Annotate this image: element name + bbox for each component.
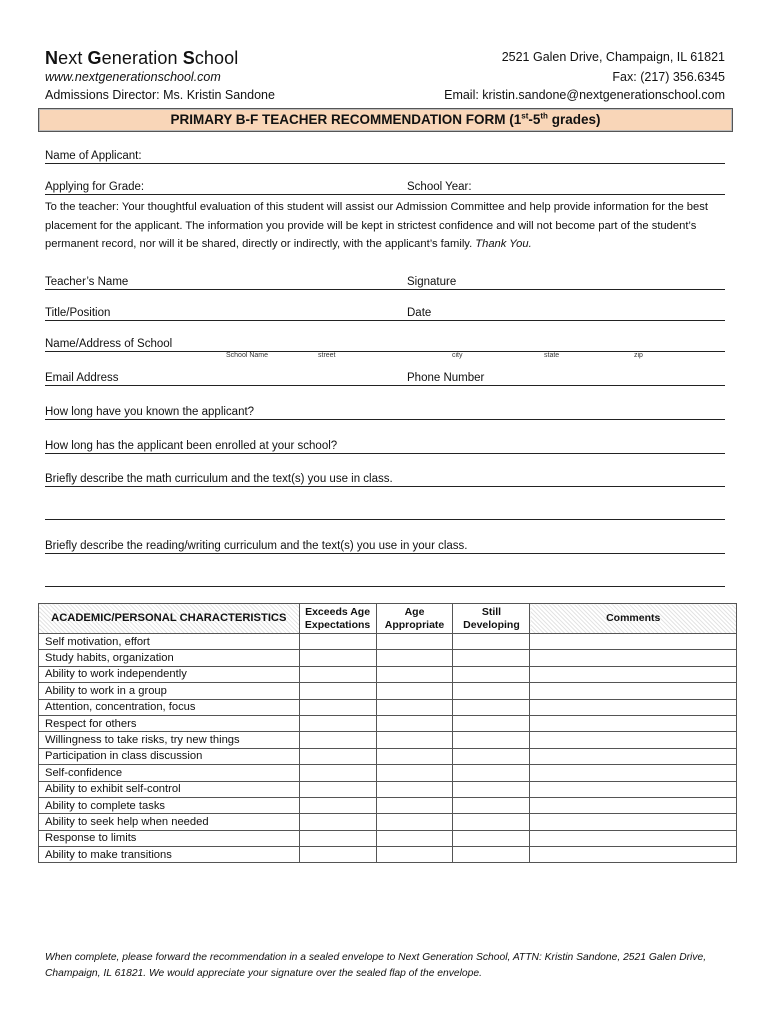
- appropriate-cell[interactable]: [376, 797, 453, 813]
- appropriate-cell[interactable]: [376, 666, 453, 682]
- characteristic-label: Self motivation, effort: [39, 634, 300, 650]
- phone-number-label: Phone Number: [407, 372, 485, 384]
- characteristic-label: Ability to work independently: [39, 666, 300, 682]
- table-row: [39, 781, 737, 797]
- appropriate-cell[interactable]: [376, 748, 453, 764]
- math-curriculum-label: Briefly describe the math curriculum and the text(s) you use in class.: [45, 473, 393, 485]
- comments-cell[interactable]: [530, 765, 737, 781]
- comments-cell[interactable]: [530, 814, 737, 830]
- known-applicant-label: How long have you known the applicant?: [45, 406, 255, 418]
- reading-curriculum-label: Briefly describe the reading/writing curriculum and the text(s) you use in your class.: [45, 540, 468, 552]
- characteristic-label: Study habits, organization: [39, 650, 300, 666]
- admissions-director: Admissions Director: Ms. Kristin Sandone: [45, 88, 275, 102]
- school-address-sublabels: [0, 352, 770, 362]
- characteristics-table: [38, 603, 737, 863]
- exceeds-cell[interactable]: [299, 847, 376, 863]
- applicant-name-label: Name of Applicant:: [45, 150, 142, 162]
- title-position-field[interactable]: [45, 307, 407, 321]
- enrolled-duration-field[interactable]: [45, 440, 725, 454]
- applying-grade-field[interactable]: [45, 181, 407, 195]
- exceeds-cell[interactable]: [299, 748, 376, 764]
- developing-cell[interactable]: [453, 765, 530, 781]
- reading-curriculum-field[interactable]: [45, 540, 725, 554]
- table-row: [39, 797, 737, 813]
- comments-cell[interactable]: [530, 634, 737, 650]
- developing-cell[interactable]: [453, 666, 530, 682]
- appropriate-cell[interactable]: [376, 634, 453, 650]
- appropriate-cell[interactable]: [376, 847, 453, 863]
- developing-cell[interactable]: [453, 748, 530, 764]
- table-row: [39, 830, 737, 846]
- math-curriculum-line-2[interactable]: [45, 506, 725, 520]
- comments-cell[interactable]: [530, 699, 737, 715]
- sublabel-city: city: [452, 352, 463, 359]
- exceeds-cell[interactable]: [299, 683, 376, 699]
- header-exceeds-age: Exceeds Age Expectations: [299, 604, 376, 634]
- characteristic-label: Ability to seek help when needed: [39, 814, 300, 830]
- title-position-label: Title/Position: [45, 307, 111, 319]
- header-still-developing: Still Developing: [453, 604, 530, 634]
- thank-you-text: Thank You.: [475, 238, 532, 250]
- comments-cell[interactable]: [530, 732, 737, 748]
- school-fax: Fax: (217) 356.6345: [612, 70, 725, 84]
- signature-field[interactable]: [407, 276, 725, 290]
- appropriate-cell[interactable]: [376, 715, 453, 731]
- email-address-field[interactable]: [45, 372, 407, 386]
- developing-cell[interactable]: [453, 715, 530, 731]
- comments-cell[interactable]: [530, 715, 737, 731]
- characteristic-label: Participation in class discussion: [39, 748, 300, 764]
- table-row: [39, 814, 737, 830]
- characteristic-label: Ability to exhibit self-control: [39, 781, 300, 797]
- developing-cell[interactable]: [453, 732, 530, 748]
- appropriate-cell[interactable]: [376, 830, 453, 846]
- exceeds-cell[interactable]: [299, 732, 376, 748]
- characteristic-label: Attention, concentration, focus: [39, 699, 300, 715]
- signature-label: Signature: [407, 276, 457, 288]
- school-year-label: School Year:: [407, 181, 472, 193]
- comments-cell[interactable]: [530, 797, 737, 813]
- characteristic-label: Ability to make transitions: [39, 847, 300, 863]
- exceeds-cell[interactable]: [299, 634, 376, 650]
- developing-cell[interactable]: [453, 683, 530, 699]
- school-website: www.nextgenerationschool.com: [45, 70, 221, 84]
- school-address-field[interactable]: [45, 338, 725, 352]
- comments-cell[interactable]: [530, 781, 737, 797]
- comments-cell[interactable]: [530, 830, 737, 846]
- exceeds-cell[interactable]: [299, 699, 376, 715]
- date-label: Date: [407, 307, 432, 319]
- school-year-field[interactable]: [407, 181, 725, 195]
- math-curriculum-field[interactable]: [45, 473, 725, 487]
- developing-cell[interactable]: [453, 781, 530, 797]
- table-row: [39, 666, 737, 682]
- table-row: [39, 699, 737, 715]
- date-field[interactable]: [407, 307, 725, 321]
- appropriate-cell[interactable]: [376, 683, 453, 699]
- sublabel-school-name: School Name: [226, 352, 269, 359]
- school-address: 2521 Galen Drive, Champaign, IL 61821: [501, 50, 725, 64]
- developing-cell[interactable]: [453, 634, 530, 650]
- appropriate-cell[interactable]: [376, 699, 453, 715]
- applying-grade-label: Applying for Grade:: [45, 181, 145, 193]
- applicant-name-field[interactable]: [45, 150, 725, 164]
- developing-cell[interactable]: [453, 830, 530, 846]
- exceeds-cell[interactable]: [299, 830, 376, 846]
- comments-cell[interactable]: [530, 650, 737, 666]
- developing-cell[interactable]: [453, 650, 530, 666]
- characteristic-label: Self-confidence: [39, 765, 300, 781]
- table-row: [39, 634, 737, 650]
- table-row: [39, 683, 737, 699]
- table-row: [39, 847, 737, 863]
- characteristic-label: Ability to complete tasks: [39, 797, 300, 813]
- school-address-label: Name/Address of School: [45, 338, 173, 350]
- exceeds-cell[interactable]: [299, 814, 376, 830]
- comments-cell[interactable]: [530, 847, 737, 863]
- appropriate-cell[interactable]: [376, 781, 453, 797]
- exceeds-cell[interactable]: [299, 650, 376, 666]
- table-row: [39, 732, 737, 748]
- comments-cell[interactable]: [530, 666, 737, 682]
- appropriate-cell[interactable]: [376, 732, 453, 748]
- table-row: [39, 715, 737, 731]
- enrolled-duration-label: How long has the applicant been enrolled at your school?: [45, 440, 338, 452]
- footer-instructions: When complete, please forward the recommendation in a sealed envelope to Next Generation School, ATTN: Kristin Sandone, 2521 Galen Drive, Champaign, IL 61821. We would appreciate your signature over the sealed flap of the envelope.: [45, 952, 707, 979]
- table-row: [39, 748, 737, 764]
- header-characteristics: ACADEMIC/PERSONAL CHARACTERISTICS: [39, 604, 300, 634]
- comments-cell[interactable]: [530, 748, 737, 764]
- table-row: [39, 765, 737, 781]
- appropriate-cell[interactable]: [376, 765, 453, 781]
- table-header-row: [39, 604, 737, 634]
- exceeds-cell[interactable]: [299, 797, 376, 813]
- characteristic-label: Willingness to take risks, try new things: [39, 732, 300, 748]
- exceeds-cell[interactable]: [299, 765, 376, 781]
- developing-cell[interactable]: [453, 699, 530, 715]
- teacher-name-field[interactable]: [45, 276, 407, 290]
- characteristic-label: Response to limits: [39, 830, 300, 846]
- table-row: [39, 650, 737, 666]
- teacher-name-label: Teacher’s Name: [45, 276, 129, 288]
- developing-cell[interactable]: [453, 847, 530, 863]
- school-email: Email: kristin.sandone@nextgenerationschool.com: [444, 88, 725, 102]
- comments-cell[interactable]: [530, 683, 737, 699]
- phone-number-field[interactable]: [407, 372, 725, 386]
- header-age-appropriate: Age Appropriate: [376, 604, 453, 634]
- known-applicant-field[interactable]: [45, 406, 725, 420]
- reading-curriculum-line-2[interactable]: [45, 573, 725, 587]
- characteristic-label: Ability to work in a group: [39, 683, 300, 699]
- exceeds-cell[interactable]: [299, 781, 376, 797]
- characteristic-label: Respect for others: [39, 715, 300, 731]
- developing-cell[interactable]: [453, 797, 530, 813]
- appropriate-cell[interactable]: [376, 814, 453, 830]
- header-comments: Comments: [530, 604, 737, 634]
- sublabel-state: state: [544, 352, 560, 359]
- email-address-label: Email Address: [45, 372, 119, 384]
- school-name: Next Generation School: [45, 48, 239, 68]
- exceeds-cell[interactable]: [299, 715, 376, 731]
- exceeds-cell[interactable]: [299, 666, 376, 682]
- developing-cell[interactable]: [453, 814, 530, 830]
- sublabel-street: street: [318, 352, 336, 359]
- sublabel-zip: zip: [634, 352, 643, 359]
- form-title: PRIMARY B-F TEACHER RECOMMENDATION FORM (1st-5th grades): [38, 108, 733, 132]
- teacher-instructions: To the teacher: Your thoughtful evaluation of this student will assist our Admission Committee and help provide information for the best placement for the applicant. The information you provide will be kept in strictest confidence and will not become part of the student’s permanent record, nor will it be shared, directly or indirectly, with the applicant’s family. Thank You.: [45, 201, 708, 250]
- appropriate-cell[interactable]: [376, 650, 453, 666]
